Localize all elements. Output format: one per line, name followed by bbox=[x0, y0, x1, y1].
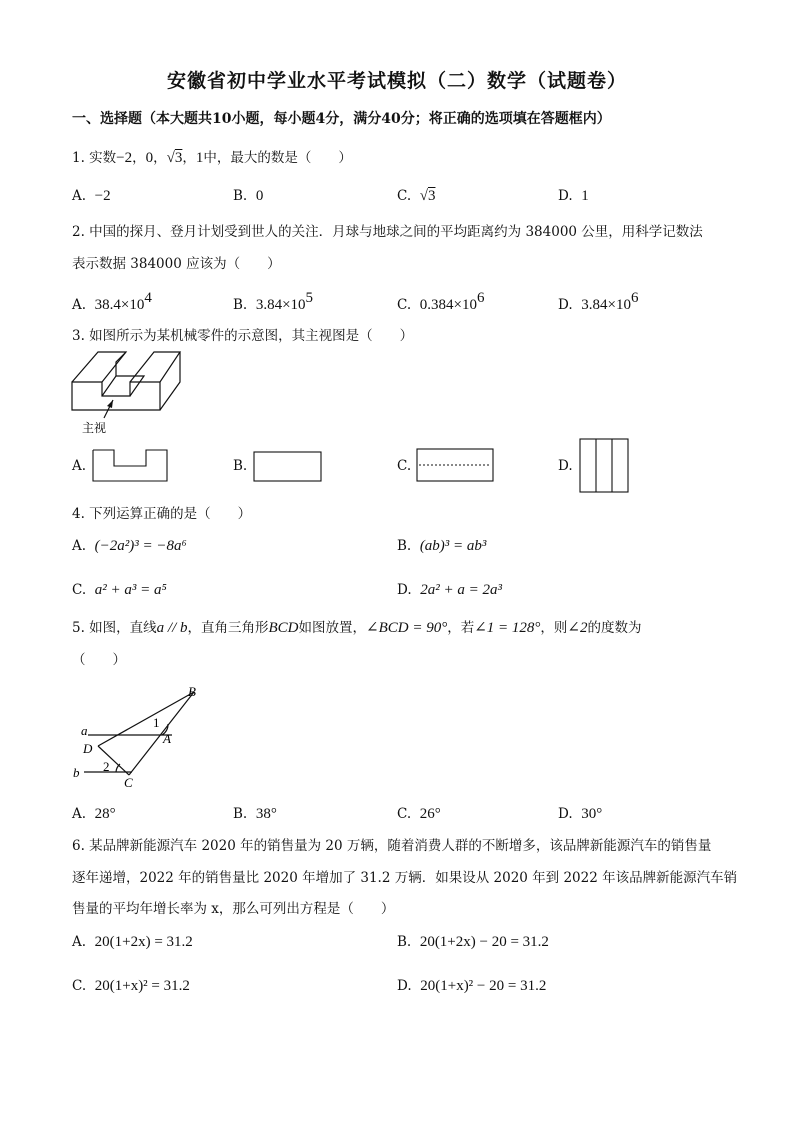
q1-option-d: D. 1 bbox=[558, 188, 589, 204]
question-5-line-2: （ ） bbox=[72, 652, 126, 668]
q1-prefix: 1. 实数 bbox=[72, 150, 117, 166]
q5-option-a: A. 28° bbox=[72, 806, 116, 822]
q3-option-d-label: D. bbox=[558, 458, 573, 474]
q6-option-b: B. 20(1+2x) − 20 = 31.2 bbox=[397, 934, 549, 950]
question-2-line-1: 2. 中国的探月、登月计划受到世人的关注．月球与地球之间的平均距离约为 384000 公里，用科学记数法 bbox=[72, 224, 703, 240]
question-3-stem: 3. 如图所示为某机械零件的示意图，其主视图是（ ） bbox=[72, 328, 414, 344]
question-5-line-1: 5. 如图，直线a // b，直角三角形BCD如图放置，∠BCD = 90°，若∠1 = 128°，则∠2的度数为 bbox=[72, 620, 642, 636]
q3-option-b-label: B. bbox=[233, 458, 248, 474]
q3-option-a-label: A. bbox=[72, 458, 87, 474]
svg-text:D: D bbox=[83, 741, 93, 756]
q1-suffix: 中，最大的数是（ ） bbox=[203, 150, 352, 166]
question-6-line-3: 售量的平均年增长率为 x，那么可列出方程是（ ） bbox=[72, 901, 395, 917]
q1-num-4: 1 bbox=[195, 150, 204, 166]
front-face bbox=[72, 382, 160, 410]
q3-option-b-figure bbox=[253, 451, 323, 483]
q4-option-a: A. (−2a²)³ = −8a⁶ bbox=[72, 538, 187, 554]
q4-option-c: C. a² + a³ = a⁵ bbox=[72, 582, 167, 598]
q5-option-c: C. 26° bbox=[397, 806, 441, 822]
q1-option-b: B. 0 bbox=[233, 188, 264, 204]
question-6-line-1: 6. 某品牌新能源汽车 2020 年的销售量为 20 万辆，随着消费人群的不断增多，该品牌新能源汽车的销售量 bbox=[72, 838, 712, 854]
q2-option-c: C. $0.384\times 10^6$ bbox=[397, 290, 485, 313]
machine-part-figure bbox=[68, 346, 188, 438]
side-bc bbox=[129, 692, 194, 775]
question-2-line-2: 表示数据 384000 应该为（ ） bbox=[72, 256, 281, 272]
question-4-stem: 4. 下列运算正确的是（ ） bbox=[72, 506, 252, 522]
q6-option-a: A. 20(1+2x) = 31.2 bbox=[72, 934, 193, 950]
q1-num-2: 0 bbox=[145, 150, 154, 166]
q5-option-b: B. 38° bbox=[233, 806, 277, 822]
question-6-line-2: 逐年递增，2022 年的销售量比 2020 年增加了 31.2 万辆．如果设从 2020 年到 2022 年该品牌新能源汽车销 bbox=[72, 870, 738, 886]
q2-option-d: D. $3.84\times 10^6$ bbox=[558, 290, 639, 313]
svg-text:C: C bbox=[124, 775, 133, 790]
svg-text:1: 1 bbox=[153, 715, 160, 730]
svg-text:a: a bbox=[81, 723, 88, 738]
section-heading: 一、选择题（本大题共10小题，每小题4分，满分40分；将正确的选项填在答题框内） bbox=[72, 111, 611, 127]
q2-option-b: B. $3.84\times 10^5$ bbox=[233, 290, 314, 313]
question-1-stem: 1. 实数−2，0，√3，1中，最大的数是（ ） bbox=[72, 150, 352, 166]
q5-option-d: D. 30° bbox=[558, 806, 603, 822]
svg-text:B: B bbox=[188, 684, 196, 699]
q1-num-3: √3 bbox=[166, 150, 183, 166]
q3-option-a-figure bbox=[92, 448, 170, 484]
q2-option-a: A. $38.4\times 10^4$ bbox=[72, 290, 152, 313]
q6-option-d: D. 20(1+x)² − 20 = 31.2 bbox=[397, 978, 547, 994]
view-label: 主视 bbox=[82, 421, 107, 435]
svg-text:A: A bbox=[163, 731, 171, 746]
q4-option-b: B. (ab)³ = ab³ bbox=[397, 538, 487, 554]
q1-num-1: −2 bbox=[116, 150, 133, 166]
q3-option-c-figure bbox=[416, 448, 496, 484]
q1-option-a: A. −2 bbox=[72, 188, 111, 204]
page-title: 安徽省初中学业水平考试模拟（二）数学（试题卷） bbox=[166, 70, 627, 92]
svg-text:b: b bbox=[73, 765, 80, 780]
q3-option-c-label: C. bbox=[397, 458, 412, 474]
parallel-lines-triangle-figure bbox=[72, 680, 212, 792]
q1-option-c: C. √3 bbox=[397, 188, 436, 204]
q6-option-c: C. 20(1+x)² = 31.2 bbox=[72, 978, 190, 994]
q3-option-d-figure bbox=[579, 438, 631, 494]
svg-text:2: 2 bbox=[103, 759, 110, 774]
side-bd bbox=[98, 692, 194, 746]
q4-option-d: D. 2a² + a = 2a³ bbox=[397, 582, 502, 598]
